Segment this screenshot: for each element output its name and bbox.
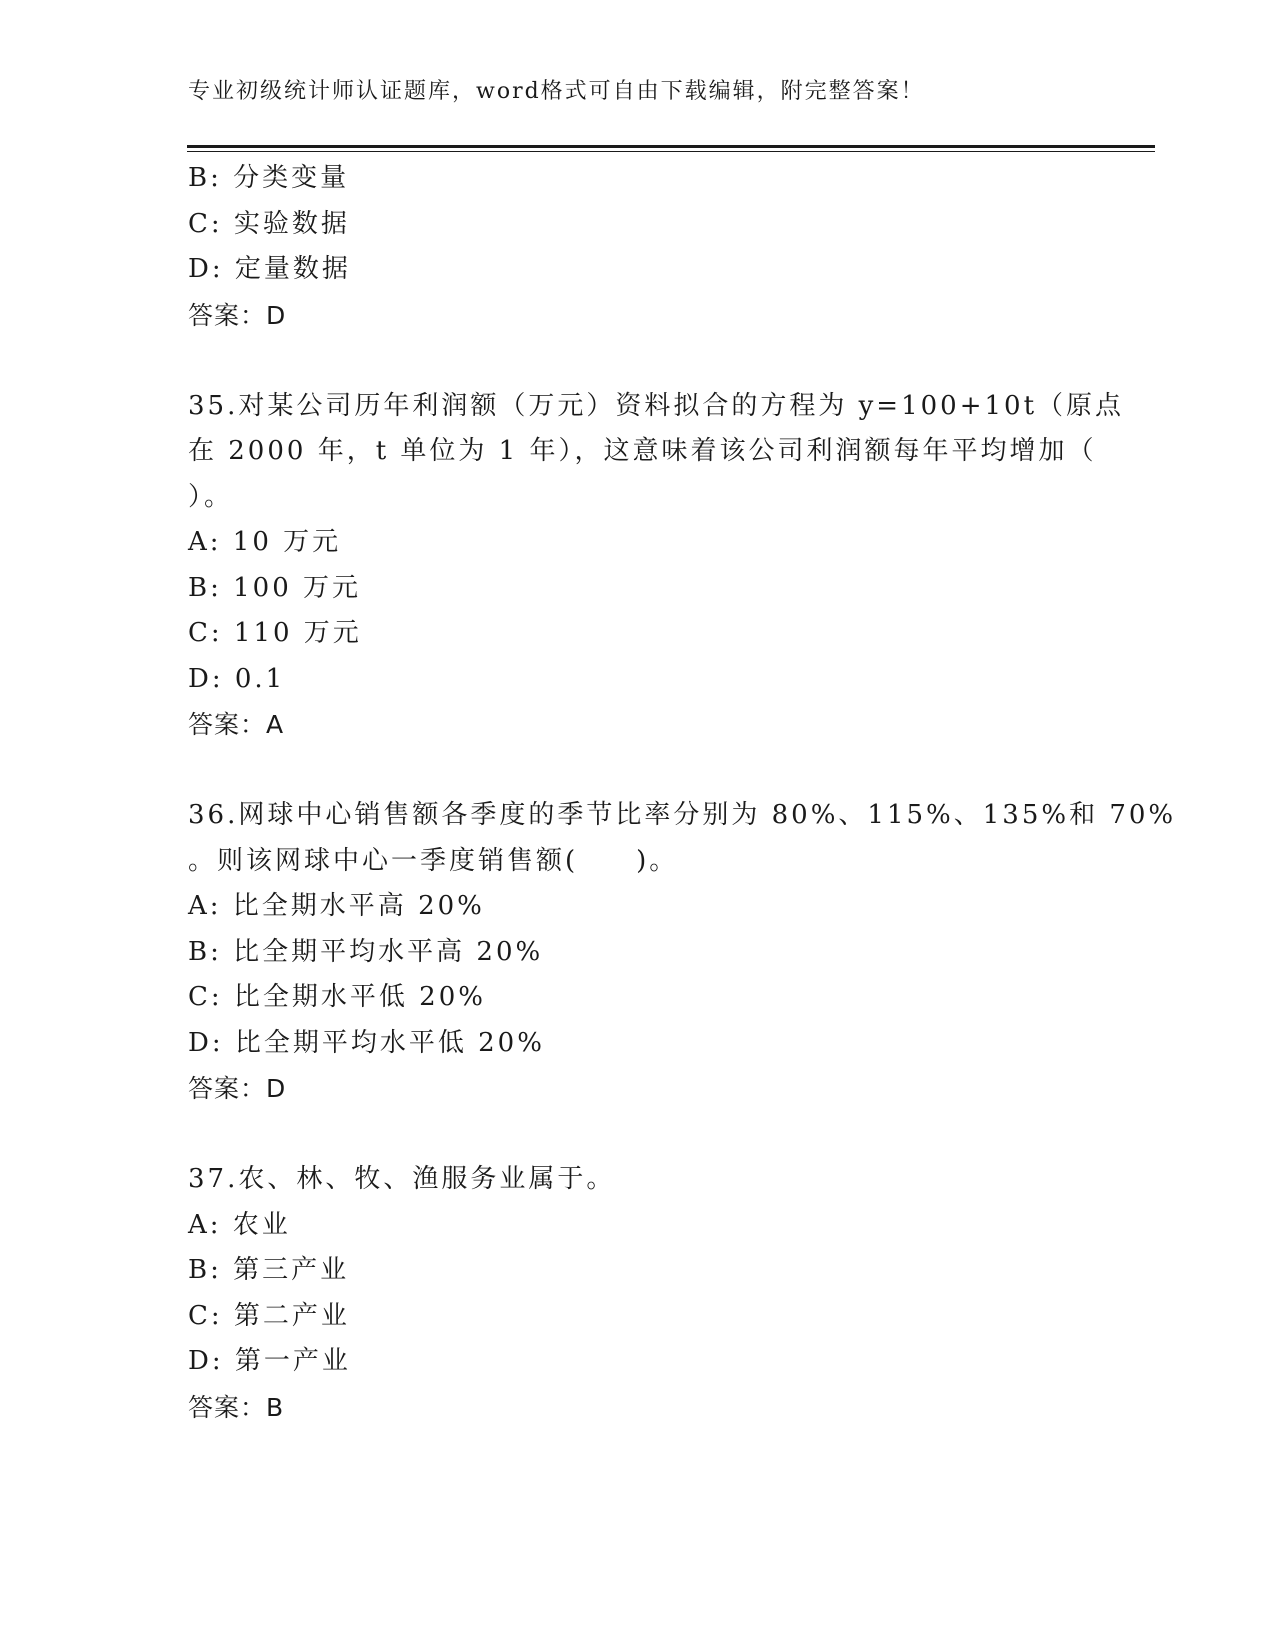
header-rule-thick — [187, 145, 1155, 148]
option-d: D: 比全期平均水平低 20% — [188, 1027, 545, 1058]
question-text: ）。 — [188, 481, 234, 512]
question-content — [188, 156, 1177, 1430]
option-b: B: 分类变量 — [188, 163, 350, 193]
question-text: 37.农、林、牧、渔服务业属于。 — [188, 1164, 616, 1194]
question-text: 。则该网球中心一季度销售额( )。 — [188, 845, 679, 876]
header-rule-thin — [187, 151, 1155, 152]
option-c: C: 比全期水平低 20% — [188, 982, 486, 1012]
question-text: 36.网球中心销售额各季度的季节比率分别为 80%、115%、135%和 70% — [188, 800, 1177, 830]
answer: 答案：A — [188, 710, 285, 739]
option-c: C: 第二产业 — [188, 1300, 350, 1331]
answer: 答案：D — [188, 1074, 287, 1103]
option-d: D: 定量数据 — [188, 254, 351, 284]
question-36 — [188, 793, 1177, 1112]
option-b: B: 比全期平均水平高 20% — [188, 936, 544, 967]
option-b: B: 第三产业 — [188, 1255, 350, 1285]
option-a: A: 比全期水平高 20% — [188, 891, 485, 921]
page-header: 专业初级统计师认证题库，word格式可自由下载编辑，附完整答案！ — [188, 79, 925, 104]
answer: 答案：B — [188, 1392, 285, 1422]
option-b: B: 100 万元 — [188, 572, 362, 603]
option-c: C: 110 万元 — [188, 618, 362, 648]
question-text: 35.对某公司历年利润额（万元）资料拟合的方程为 y=100+10t（原点 — [188, 390, 1125, 421]
option-c: C: 实验数据 — [188, 208, 350, 239]
option-a: A: 农业 — [188, 1209, 291, 1240]
option-a: A: 10 万元 — [188, 527, 342, 557]
answer: 答案：D — [188, 300, 287, 330]
question-35 — [188, 384, 1125, 748]
question-37 — [188, 1157, 1088, 1430]
option-d: D: 0.1 — [188, 663, 286, 694]
option-d: D: 第一产业 — [188, 1346, 351, 1376]
question-text: 在 2000 年，t 单位为 1 年），这意味着该公司利润额每年平均增加（ — [188, 436, 1097, 466]
